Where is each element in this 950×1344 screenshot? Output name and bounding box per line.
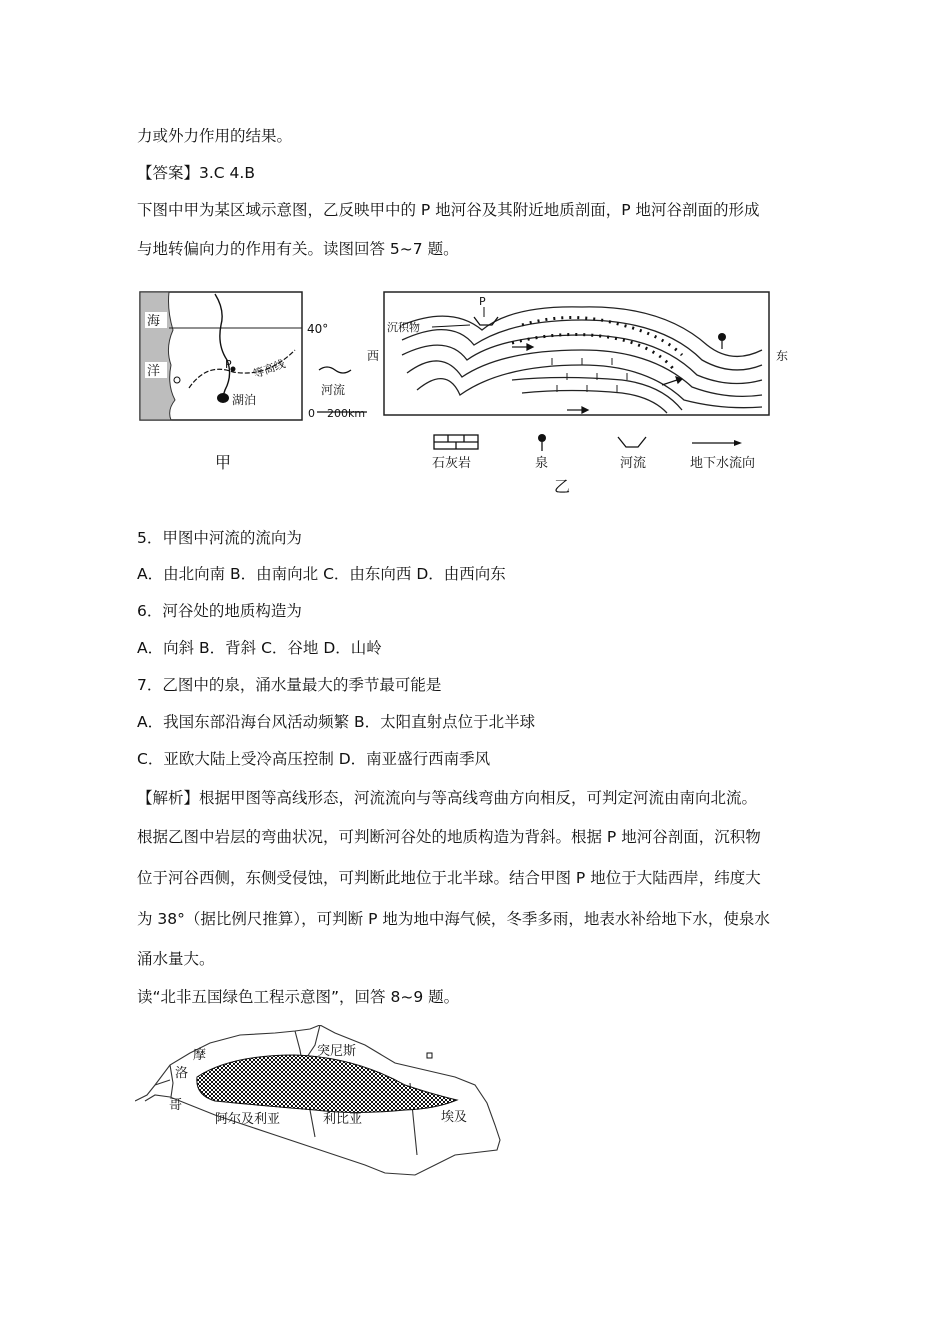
river-line	[215, 294, 230, 396]
analysis-line: 位于河谷西侧，东侧受侵蚀，可判断此地位于北半球。结合甲图 P 地位于大陆西岸，纬度大	[137, 869, 761, 887]
sediment-label: 沉积物	[387, 321, 420, 334]
question-6: 6．河谷处的地质构造为	[137, 602, 302, 620]
question-7-options-ab: A．我国东部沿海台风活动频繁 B．太阳直射点位于北半球	[137, 713, 536, 731]
lake-label: 湖泊	[232, 393, 257, 407]
question-6-options: A．向斜 B．背斜 C．谷地 D．山岭	[137, 639, 382, 657]
question-5-options: A．由北向南 B．由南向北 C．由东向西 D．由西向东	[137, 565, 506, 583]
question-7: 7．乙图中的泉，涌水量最大的季节最可能是	[137, 676, 442, 694]
figure-caption: 乙	[554, 477, 571, 496]
morocco-label-2: 洛	[175, 1066, 189, 1081]
limestone-legend-label: 石灰岩	[432, 456, 472, 471]
analysis-line: 【解析】根据甲图等高线形态，河流流向与等高线弯曲方向相反，可判定河流由南向北流。	[137, 789, 758, 807]
text-line: 力或外力作用的结果。	[137, 127, 293, 145]
river-legend-label: 河流	[321, 383, 346, 397]
latitude-label: 40°	[307, 322, 329, 336]
question-7-options-cd: C．亚欧大陆上受冷高压控制 D．南亚盛行西南季风	[137, 750, 491, 768]
east-label: 东	[776, 349, 789, 363]
p-label: P	[479, 295, 486, 308]
figure-caption: 甲	[215, 453, 232, 472]
green-belt-area	[197, 1055, 457, 1113]
figure-jia	[137, 290, 380, 480]
answer-line: 【答案】3.C 4.B	[137, 164, 255, 182]
spring-marker	[718, 333, 726, 341]
question-5: 5．甲图中河流的流向为	[137, 529, 302, 547]
p-label: P	[225, 358, 232, 371]
morocco-label-1: 摩	[193, 1048, 207, 1063]
lake-shape	[217, 393, 229, 403]
ocean-label: 洋	[147, 364, 161, 379]
scale-label: 200km	[327, 407, 366, 420]
tunisia-label: 突尼斯	[317, 1044, 357, 1059]
analysis-line: 为 38°（据比例尺推算），可判断 P 地为地中海气候，冬季多雨，地表水补给地下水，使泉水	[137, 910, 770, 928]
river-valley	[474, 317, 498, 325]
sea-label: 海	[147, 314, 161, 329]
contour-label: 等高线	[251, 357, 288, 381]
morocco-label-3: 哥	[169, 1098, 183, 1113]
scale-zero: 0	[308, 407, 315, 420]
analysis-line: 根据乙图中岩层的弯曲状况，可判断河谷处的地质构造为背斜。根据 P 地河谷剖面，沉积物	[137, 828, 761, 846]
libya-label: 利比亚	[323, 1112, 363, 1127]
text-line: 读“北非五国绿色工程示意图”，回答 8~9 题。	[137, 988, 460, 1006]
river-legend-icon	[319, 367, 351, 373]
limestone-legend-icon	[434, 435, 478, 449]
text-line: 与地转偏向力的作用有关。读图回答 5~7 题。	[137, 240, 459, 258]
figure-north-africa	[135, 1025, 515, 1185]
analysis-line: 涌水量大。	[137, 950, 215, 968]
algeria-label: 阿尔及利亚	[215, 1112, 281, 1127]
west-label: 西	[367, 349, 380, 363]
egypt-label: 埃及	[441, 1110, 468, 1125]
river-legend-label: 河流	[620, 456, 647, 471]
river-legend-icon	[618, 437, 646, 447]
text-line: 下图中甲为某区域示意图，乙反映甲中的 P 地河谷及其附近地质剖面，P 地河谷剖面的形成	[137, 201, 760, 219]
groundwater-legend-label: 地下水流向	[690, 456, 756, 471]
spring-legend-label: 泉	[535, 456, 549, 471]
figure-yi	[362, 285, 802, 500]
